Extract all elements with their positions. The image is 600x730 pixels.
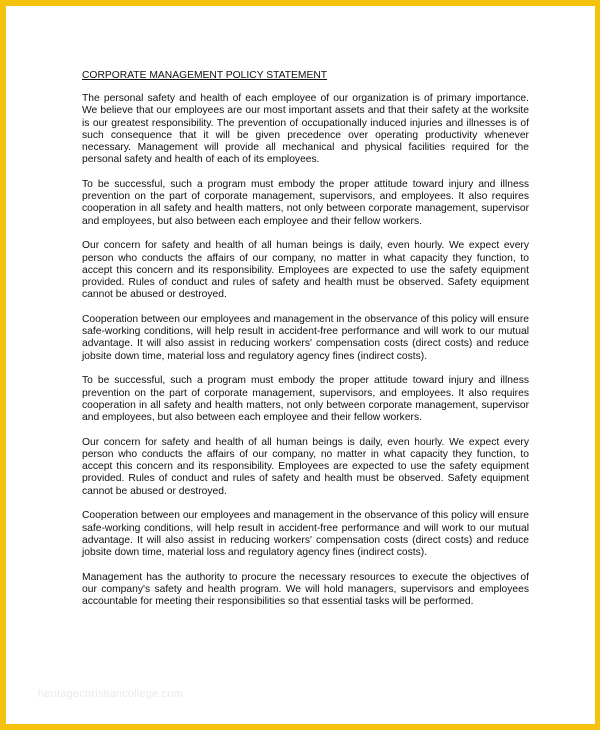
document-title: CORPORATE MANAGEMENT POLICY STATEMENT [82,70,328,81]
paragraph-3: Our concern for safety and health of all human beings is daily, even hourly. We expect every person who conducts the affairs of our company, no matter in what capacity they function, to accept this concern and its responsibility. Employees are expected to use the safety equipment provided. Rules of conduct and rules of safety and health must be observed. Safety equipment cannot be abused or destroyed. [82,240,529,301]
paragraph-7: Cooperation between our employees and management in the observance of this policy will ensure safe-working conditions, will help result in accident-free performance and will work to our mutual advantage. It will also assist in reducing workers' compensation costs (direct costs) and reduce jobsite down time, material loss and regulatory agency fines (indirect costs). [82,510,529,559]
paragraph-5: To be successful, such a program must embody the proper attitude toward injury and illness prevention on the part of corporate management, supervisors, and employees. It also requires cooperation in all safety and health matters, not only between corporate management, supervisor and employees, but also between each employee and their fellow workers. [82,375,529,424]
paragraph-6: Our concern for safety and health of all human beings is daily, even hourly. We expect every person who conducts the affairs of our company, no matter in what capacity they function, to accept this concern and its responsibility. Employees are expected to use the safety equipment provided. Rules of conduct and rules of safety and health must be observed. Safety equipment cannot be abused or destroyed. [82,436,529,497]
document-body [82,70,529,621]
paragraph-2: To be successful, such a program must embody the proper attitude toward injury and illness prevention on the part of corporate management, supervisors, and employees. It also requires cooperation in all safety and health matters, not only between corporate management, supervisor and employees, but also between each employee and their fellow workers. [82,179,529,227]
paragraph-4: Cooperation between our employees and management in the observance of this policy will ensure safe-working conditions, will help result in accident-free performance and will work to our mutual advantage. It will also assist in reducing workers' compensation costs (direct costs) and reduce jobsite down time, material loss and regulatory agency fines (indirect costs). [82,314,529,362]
paragraph-8: Management has the authority to procure the necessary resources to execute the objectives of our company's safety and health program. We will hold managers, supervisors and employees accountable for meeting their responsibilities so that essential tasks will be performed. [82,571,529,608]
paragraph-1: The personal safety and health of each employee of our organization is of primary importance. We believe that our employees are our most important assets and that their safety at the worksite is our greatest responsibility. The prevention of occupationally induced injuries and illnesses is of such consequence that it will be given precedence over operating productivity whenever necessary. Management will provide all mechanical and physical facilities required for the personal safety and health of each of its employees. [82,93,529,166]
watermark: heritagechristiancollege.com [38,688,184,700]
